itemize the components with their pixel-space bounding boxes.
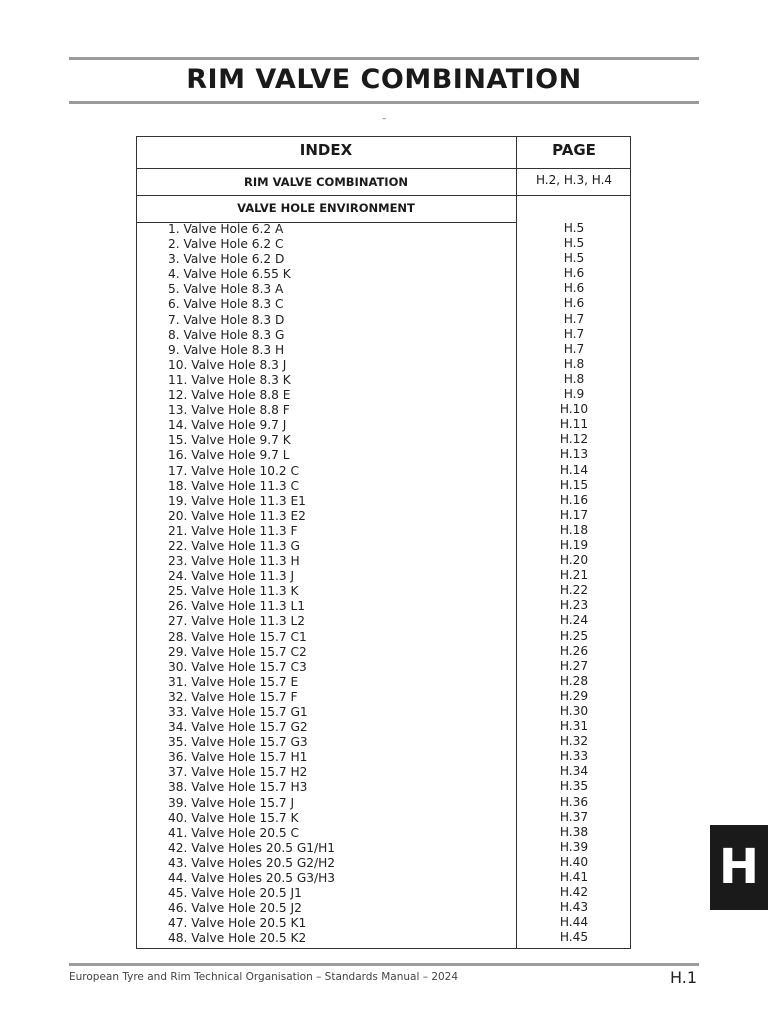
index-entry-label: 24. Valve Hole 11.3 J bbox=[168, 569, 295, 584]
index-entry-label: 9. Valve Hole 8.3 H bbox=[168, 342, 285, 357]
page-header: PAGE bbox=[552, 141, 596, 159]
index-entry-page: H.34 bbox=[559, 764, 589, 779]
index-entry-page: H.42 bbox=[559, 885, 589, 900]
index-entry-page: H.38 bbox=[559, 824, 589, 839]
index-entry-label: 26. Valve Hole 11.3 L1 bbox=[168, 599, 306, 614]
index-entry-page: H.5 bbox=[563, 251, 585, 266]
index-entry-label: 15. Valve Hole 9.7 K bbox=[168, 433, 291, 448]
section-rim-valve-combination-page: H.2, H.3, H.4 bbox=[535, 173, 613, 187]
index-entry-label: 46. Valve Hole 20.5 J2 bbox=[168, 901, 302, 916]
dash-mark: – bbox=[382, 114, 387, 124]
section-tab-h[interactable]: H bbox=[710, 825, 768, 910]
index-entry-page: H.6 bbox=[563, 296, 585, 311]
page-title: RIM VALVE COMBINATION bbox=[186, 64, 582, 95]
index-entry-page: H.5 bbox=[563, 221, 585, 235]
index-entry-label: 36. Valve Hole 15.7 H1 bbox=[168, 750, 308, 765]
index-entry-page: H.7 bbox=[563, 326, 585, 341]
index-entry-label: 22. Valve Hole 11.3 G bbox=[168, 538, 300, 553]
index-entry-page: H.17 bbox=[559, 507, 589, 522]
section-rim-valve-combination: RIM VALVE COMBINATION bbox=[244, 175, 408, 189]
index-entry-label: 30. Valve Hole 15.7 C3 bbox=[168, 659, 307, 674]
title-bottom-rule bbox=[69, 101, 699, 104]
footer-rule bbox=[69, 963, 699, 966]
index-entry-label: 25. Valve Hole 11.3 K bbox=[168, 584, 299, 599]
index-entry-label: 13. Valve Hole 8.8 F bbox=[168, 403, 290, 418]
footer-text: European Tyre and Rim Technical Organisation – Standards Manual – 2024 bbox=[69, 971, 459, 983]
index-entry-label: 37. Valve Hole 15.7 H2 bbox=[168, 765, 308, 780]
index-entry-label: 16. Valve Hole 9.7 L bbox=[168, 448, 290, 463]
header-divider bbox=[136, 168, 631, 169]
index-entry-label: 8. Valve Hole 8.3 G bbox=[168, 327, 285, 342]
index-entry-page: H.33 bbox=[559, 749, 589, 764]
index-entry-label: 34. Valve Hole 15.7 G2 bbox=[168, 720, 308, 735]
index-entry-label: 2. Valve Hole 6.2 C bbox=[168, 237, 284, 252]
index-entry-label: 17. Valve Hole 10.2 C bbox=[168, 463, 299, 478]
index-entry-page: H.37 bbox=[559, 809, 589, 824]
index-entry-label: 11. Valve Hole 8.3 K bbox=[168, 372, 291, 387]
index-entry-page: H.21 bbox=[559, 568, 589, 583]
index-entry-label: 33. Valve Hole 15.7 G1 bbox=[168, 705, 308, 719]
index-entry-label: 18. Valve Hole 11.3 C bbox=[168, 478, 299, 493]
index-entry-page: H.28 bbox=[559, 673, 589, 688]
section1-divider-right bbox=[517, 195, 631, 196]
footer-page-number: H.1 bbox=[669, 968, 697, 987]
index-entry-page: H.44 bbox=[559, 915, 589, 930]
index-entry-label: 1. Valve Hole 6.2 A bbox=[168, 222, 284, 236]
index-entry-label: 42. Valve Holes 20.5 G1/H1 bbox=[168, 840, 336, 855]
index-entry-label: 5. Valve Hole 8.3 A bbox=[168, 282, 284, 297]
index-entry-page: H.26 bbox=[559, 643, 589, 658]
index-entry-page: H.6 bbox=[563, 281, 585, 296]
index-entry-page: H.11 bbox=[559, 417, 589, 432]
index-entry-page: H.36 bbox=[559, 794, 589, 809]
section1-divider-left bbox=[136, 195, 516, 196]
index-entry-page: H.29 bbox=[559, 688, 589, 703]
index-entry-page: H.30 bbox=[559, 704, 589, 718]
index-entry-page: H.23 bbox=[559, 598, 589, 613]
index-entry-label: 38. Valve Hole 15.7 H3 bbox=[168, 780, 308, 795]
index-entry-page: H.27 bbox=[559, 658, 589, 673]
index-entry-page: H.14 bbox=[559, 462, 589, 477]
index-entry-label: 44. Valve Holes 20.5 G3/H3 bbox=[168, 871, 336, 886]
index-entry-page: H.8 bbox=[563, 356, 585, 371]
index-entry-page: H.6 bbox=[563, 266, 585, 281]
title-top-rule bbox=[69, 57, 699, 60]
index-entry-page: H.15 bbox=[559, 477, 589, 492]
index-entry-label: 10. Valve Hole 8.3 J bbox=[168, 357, 287, 372]
index-entry-label: 35. Valve Hole 15.7 G3 bbox=[168, 735, 308, 750]
index-entry-page: H.12 bbox=[559, 432, 589, 447]
index-entry-page: H.40 bbox=[559, 854, 589, 869]
index-entry-label: 7. Valve Hole 8.3 D bbox=[168, 312, 285, 327]
index-entry-label: 3. Valve Hole 6.2 D bbox=[168, 252, 285, 267]
index-entry-page: H.5 bbox=[563, 236, 585, 251]
index-entry-label: 43. Valve Holes 20.5 G2/H2 bbox=[168, 855, 336, 870]
index-entry-page: H.45 bbox=[559, 930, 589, 945]
index-entry-label: 14. Valve Hole 9.7 J bbox=[168, 418, 287, 433]
index-entry-label: 19. Valve Hole 11.3 E1 bbox=[168, 493, 306, 508]
index-entry-page: H.31 bbox=[559, 719, 589, 734]
index-entry-page: H.35 bbox=[559, 779, 589, 794]
index-entry-page: H.7 bbox=[563, 311, 585, 326]
section-valve-hole-environment: VALVE HOLE ENVIRONMENT bbox=[237, 201, 415, 215]
entry-labels bbox=[168, 222, 508, 947]
index-entry-page: H.10 bbox=[559, 402, 589, 417]
index-entry-page: H.13 bbox=[559, 447, 589, 462]
index-entry-page: H.20 bbox=[559, 553, 589, 568]
index-header: INDEX bbox=[299, 141, 353, 159]
index-entry-label: 48. Valve Hole 20.5 K2 bbox=[168, 931, 307, 946]
index-entry-page: H.25 bbox=[559, 628, 589, 643]
index-entry-label: 27. Valve Hole 11.3 L2 bbox=[168, 614, 306, 629]
index-entry-label: 39. Valve Hole 15.7 J bbox=[168, 795, 295, 810]
index-entry-label: 21. Valve Hole 11.3 F bbox=[168, 523, 298, 538]
index-entry-label: 32. Valve Hole 15.7 F bbox=[168, 689, 298, 704]
index-entry-page: H.39 bbox=[559, 839, 589, 854]
index-entry-label: 41. Valve Hole 20.5 C bbox=[168, 825, 299, 840]
index-entry-label: 23. Valve Hole 11.3 H bbox=[168, 554, 300, 569]
index-entry-page: H.9 bbox=[563, 387, 585, 402]
index-entry-page: H.16 bbox=[559, 492, 589, 507]
index-entry-label: 4. Valve Hole 6.55 K bbox=[168, 267, 291, 282]
entry-pages bbox=[517, 221, 631, 946]
index-entry-label: 40. Valve Hole 15.7 K bbox=[168, 810, 299, 825]
index-entry-label: 6. Valve Hole 8.3 C bbox=[168, 297, 284, 312]
index-entry-label: 28. Valve Hole 15.7 C1 bbox=[168, 629, 307, 644]
index-entry-label: 45. Valve Hole 20.5 J1 bbox=[168, 886, 302, 901]
index-entry-label: 12. Valve Hole 8.8 E bbox=[168, 388, 291, 403]
index-entry-label: 31. Valve Hole 15.7 E bbox=[168, 674, 299, 689]
index-entry-page: H.43 bbox=[559, 900, 589, 915]
index-entry-page: H.24 bbox=[559, 613, 589, 628]
index-entry-page: H.7 bbox=[563, 341, 585, 356]
index-entry-page: H.41 bbox=[559, 870, 589, 885]
index-entry-page: H.8 bbox=[563, 371, 585, 386]
index-entry-page: H.22 bbox=[559, 583, 589, 598]
index-entry-page: H.18 bbox=[559, 522, 589, 537]
index-entry-page: H.32 bbox=[559, 734, 589, 749]
index-entry-label: 20. Valve Hole 11.3 E2 bbox=[168, 508, 306, 523]
index-entry-label: 47. Valve Hole 20.5 K1 bbox=[168, 916, 307, 931]
index-entry-page: H.19 bbox=[559, 537, 589, 552]
index-entry-label: 29. Valve Hole 15.7 C2 bbox=[168, 644, 307, 659]
